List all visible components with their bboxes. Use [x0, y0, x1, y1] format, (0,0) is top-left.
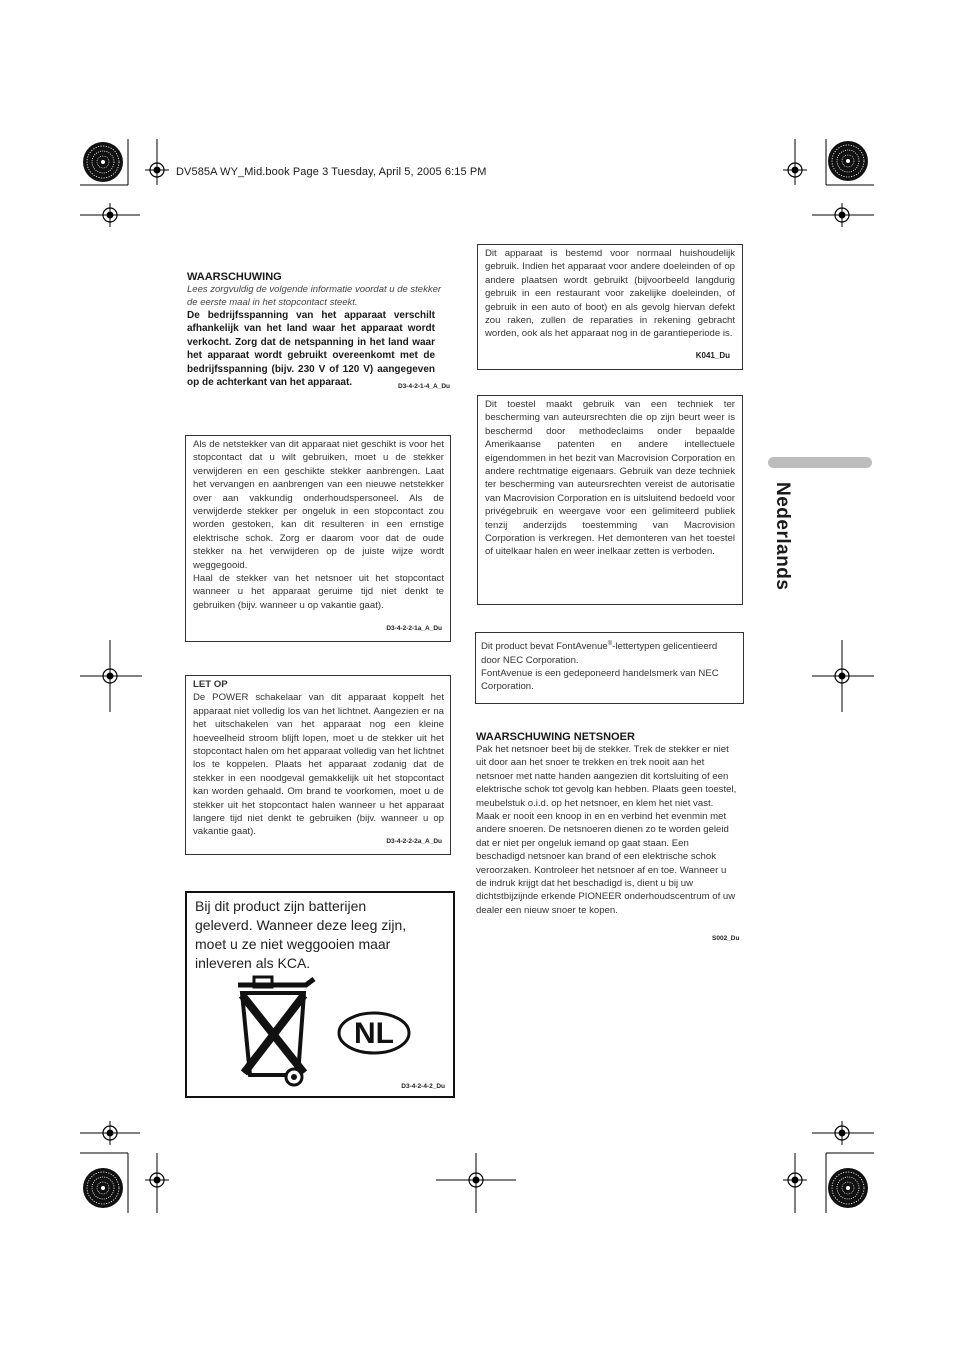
- crossed-out-wheelie-bin-icon: [232, 975, 322, 1089]
- svg-text:NL: NL: [354, 1017, 394, 1050]
- macrovision-box: [477, 395, 743, 605]
- cord-warning-code: S002_Du: [712, 935, 740, 942]
- warning-section: [187, 271, 453, 389]
- cord-warning-text: Pak het netsnoer beet bij de stekker. Trek de stekker er niet uit door aan het snoer te trekken en trek nooit aan het netsnoer met natte handen aangezien dit kortsluiting of een elektrische schok tot gevolg kan hebben. Plaats geen toestel, meubelstuk o.i.d. op het netsnoer, en klem het niet vast. Maak er nooit een knoop in en en verbind het evenmin met andere snoeren. De netsnoeren dienen zo te worden geleid dat er niet per ongeluk iemand op gaat staan. Een beschadigd netsnoer kan brand of een elektrische schok veroorzaken. Kontroleer het netsnoer af en toe. Wanneer u de indruk krijgt dat het beschadigd is, dient u bij uw dichtstbijzijnde erkende PIONEER onderhoudscentrum of uw dealer een nieuw snoer te kopen.: [476, 744, 737, 916]
- language-tab-bar: [768, 457, 872, 468]
- fontavenue-line-1: Dit product bevat FontAvenue®-lettertypen gelicentieerd door NEC Corporation.: [481, 641, 718, 666]
- plug-notice-box: [185, 435, 451, 642]
- caution-title: LET OP: [193, 679, 228, 690]
- language-tab-label: Nederlands: [772, 482, 793, 591]
- caution-box: [185, 675, 451, 855]
- warning-code: D3-4-2-1-4_A_Du: [398, 383, 451, 390]
- fontavenue-line-2: FontAvenue is een gedeponeerd handelsmerk van NEC Corporation.: [481, 668, 719, 693]
- battery-notice-code: D3-4-2-4-2_Du: [401, 1083, 445, 1090]
- plug-notice-text: Als de netstekker van dit apparaat niet geschikt is voor het stopcontact dat u wilt gebruiken, moet u de stekker verwijderen en een geschikte stekker aanbrengen. Laat het vervangen en aanbrengen van een nieuwe netstekker over aan vakkundig onderhoudspersoneel. Als de verwijderde stekker per ongeluk in een stopcontact zou worden gestoken, kan dit resulteren in een ernstige elektrische schok. Zorg er daarom voor dat de oude stekker na het verwijderen op de juiste wijze wordt weggegooid.: [193, 439, 444, 571]
- warning-body: De bedrijfsspanning van het apparaat verschilt afhankelijk van het land waar het apparaat wordt verkocht. Zorg dat de netspanning in het land waar het apparaat wordt gebruikt overeenkomt met de bedrijfsspanning (bijv. 230 V of 120 V) aangegeven op de achterkant van het apparaat.: [187, 310, 435, 389]
- fontavenue-box: [475, 632, 744, 704]
- macrovision-text: Dit toestel maakt gebruik van een techniek ter bescherming van auteursrechten die op zijn beurt weer is beschermd door methodeclaims onder bepaalde Amerikaanse patenten en andere intellectuele eigendommen in het bezit van Macrovision Corporation en andere rechtmatige eigenaars. Gebruik van deze techniek ter bescherming van auteursrechten vereist de autorisatie van Macrovision Corporation en is uitsluitend bedoeld voor privégebruik en weergave voor een gelimiteerd publiek tenzij anderzijds toestemming van Macrovision Corporation is verkregen. Het demonteren van het toestel of uitelkaar halen en weer inelkaar zetten is verboden.: [485, 399, 735, 558]
- plug-notice-text-2: Haal de stekker van het netsnoer uit het stopcontact wanneer u het apparaat geruime tijd niet denkt te gebruiken (bijv. wanneer u op vakantie gaat).: [193, 573, 444, 611]
- file-info-header: DV585A WY_Mid.book Page 3 Tuesday, April 5, 2005 6:15 PM: [176, 166, 487, 178]
- caution-code: D3-4-2-2-2a_A_Du: [386, 837, 442, 845]
- battery-notice-text: Bij dit product zijn batterijen geleverd. Wanneer deze leeg zijn, moet u ze niet weggooien maar inleveren als KCA.: [195, 898, 407, 971]
- battery-notice-box: [185, 891, 455, 1098]
- household-use-code: K041_Du: [695, 350, 730, 360]
- cord-warning-section: [476, 731, 740, 917]
- nl-logo: [337, 1011, 411, 1055]
- plug-notice-code: D3-4-2-2-1a_A_Du: [386, 624, 442, 632]
- cord-warning-title: WAARSCHUWING NETSNOER: [476, 731, 635, 743]
- household-use-box: [477, 244, 743, 370]
- warning-intro: Lees zorgvuldig de volgende informatie voordat u de stekker de eerste maal in het stopcontact steekt.: [187, 284, 442, 308]
- household-use-text: Dit apparaat is bestemd voor normaal huishoudelijk gebruik. Indien het apparaat voor andere doeleinden of op andere plaatsen wordt gebruikt (bijvoorbeeld langdurig gebruik in een restaurant voor zakelijke doeleinden, of gebruik in een auto of boot) en als gevolg hiervan defekt zou raken, zullen de reparaties in rekening gebracht worden, ook als het apparaat nog in de garantieperiode is.: [485, 248, 735, 340]
- warning-title: WAARSCHUWING: [187, 271, 282, 283]
- caution-text: De POWER schakelaar van dit apparaat koppelt het apparaat niet volledig los van het lichtnet. Aangezien er na het uitschakelen van het apparaat nog een kleine hoeveelheid stroom blijft lopen, moet u de stekker uit het stopcontact halen om het apparaat volledig van het lichtnet los te koppelen. Plaats het apparaat zodanig dat de stekker in een noodgeval gemakkelijk uit het stopcontact kan worden gehaald. Om brand te voorkomen, moet u de stekker uit het stopcontact halen wanneer u het apparaat langere tijd niet denkt te gebruiken (bijv. wanneer u op vakantie gaat).: [193, 692, 444, 838]
